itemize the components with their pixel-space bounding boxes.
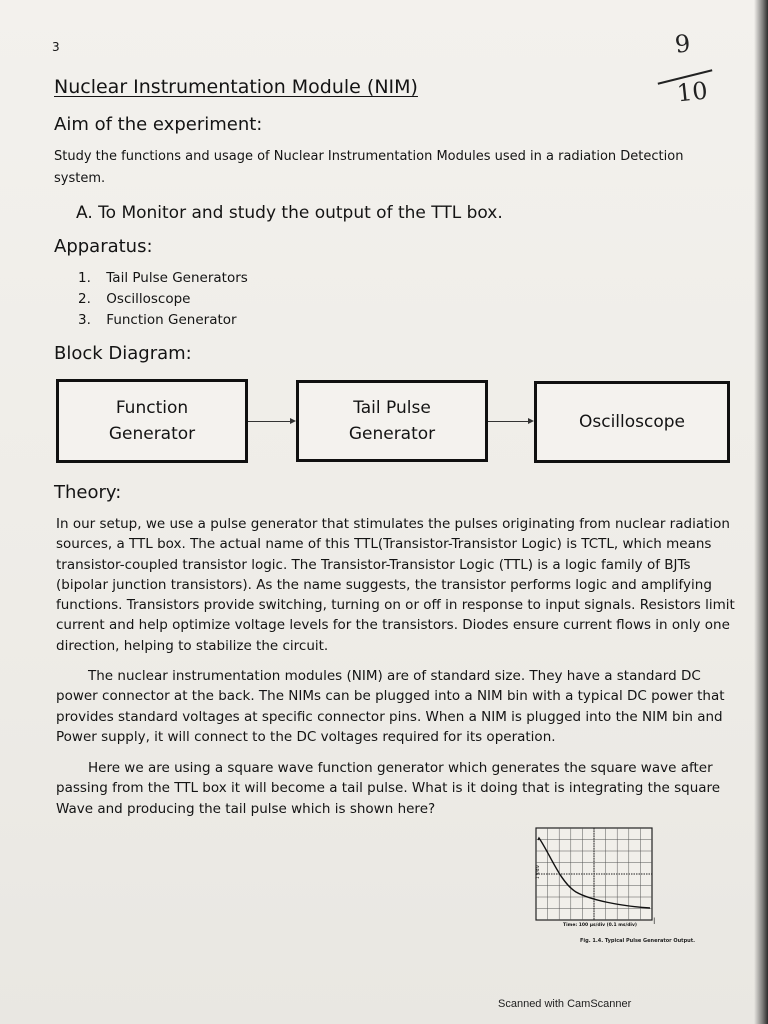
page-title: Nuclear Instrumentation Module (NIM) [54, 76, 418, 98]
list-item: 3. Function Generator [78, 312, 237, 328]
camscanner-watermark: Scanned with CamScanner [498, 998, 632, 1010]
figure-x-label: Time: 100 µs/div (0.1 ms/div) [563, 923, 637, 928]
page-number: 3 [52, 40, 60, 54]
block-diagram-heading: Block Diagram: [54, 343, 192, 364]
score-denominator: 10 [675, 76, 709, 108]
theory-paragraph: Here we are using a square wave function generator which generates the square wave after passing from the TTL box it will become a tail pulse. What is it doing that is integrating the square Wave and producing the tail pulse which is shown here? [56, 760, 721, 817]
theory-heading: Theory: [54, 482, 122, 503]
aim-heading: Aim of the experiment: [54, 114, 263, 135]
aim-text: Study the functions and usage of Nuclear Instrumentation Modules used in a radiation Detection system. [54, 149, 684, 186]
theory-paragraph: The nuclear instrumentation modules (NIM) are of standard size. They have a standard DC power connector at the back. The NIMs can be plugged into a NIM bin with a typical DC power that provides standard voltages at specific connector pins. When a NIM is plugged into the NIM bin and Power supply, it will connect to the DC voltages required for its operation. [56, 668, 725, 745]
list-item: 1. Tail Pulse Generators [78, 270, 248, 286]
theory-paragraph: In our setup, we use a pulse generator that stimulates the pulses originating from nuclear radiation sources, a TTL box. The actual name of this TTL(Transistor-Transistor Logic) is TCTL, which means transistor-coupled transistor logic. The Transistor-Transistor Logic (TTL) is a logic family of BJTs (bipolar junction transistors). As the name suggests, the transistor performs logic and amplifying functions. Transistors provide switching, turning on or off in response to input signals. Resistors limit current and help optimize voltage levels for the transistors. Diodes ensure current flows in only one direction, helping to stabilize the circuit. [56, 516, 735, 654]
apparatus-heading: Apparatus: [54, 236, 153, 257]
apparatus-list [56, 268, 248, 331]
figure-y-label: 1 V/div [535, 865, 540, 879]
figure-tick-mark: | [653, 917, 656, 924]
figure-caption: Fig. 1.4. Typical Pulse Generator Output. [580, 938, 695, 944]
arrow-connector [248, 421, 292, 422]
tail-pulse-figure [530, 826, 658, 924]
tail-pulse-generator-block: Tail Pulse Generator [296, 380, 488, 462]
score-numerator: 9 [673, 29, 692, 59]
function-generator-block: Function Generator [56, 379, 248, 463]
oscilloscope-block: Oscilloscope [534, 381, 730, 463]
section-a-heading: A. To Monitor and study the output of the TTL box. [76, 203, 503, 223]
handwritten-score [655, 30, 725, 110]
arrow-connector [488, 421, 530, 422]
list-item: 2. Oscilloscope [78, 291, 191, 307]
page-edge-shadow [754, 0, 768, 1024]
